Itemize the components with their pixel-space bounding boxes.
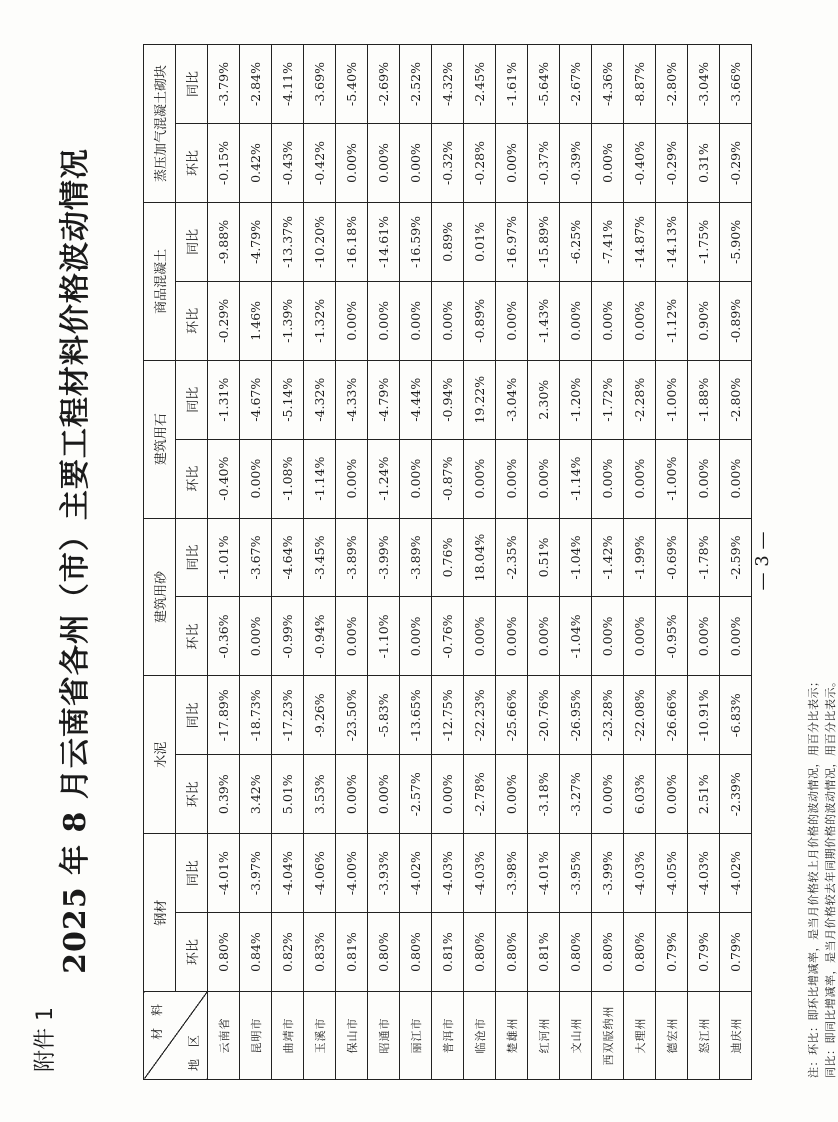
value-cell: -14.13%	[656, 202, 688, 281]
value-cell: 3.42%	[240, 755, 272, 834]
value-cell: -3.66%	[720, 45, 752, 124]
value-cell: -4.03%	[432, 834, 464, 913]
value-cell: 0.00%	[336, 597, 368, 676]
value-cell: -0.40%	[208, 439, 240, 518]
value-cell: -0.94%	[304, 597, 336, 676]
region-cell: 怒江州	[688, 992, 720, 1080]
table-row	[528, 45, 560, 1080]
region-cell: 迪庆州	[720, 992, 752, 1080]
value-cell: -13.37%	[272, 202, 304, 281]
value-cell: -3.18%	[528, 755, 560, 834]
value-cell: 0.81%	[528, 913, 560, 992]
value-cell: 0.00%	[240, 439, 272, 518]
value-cell: -12.75%	[432, 676, 464, 755]
value-cell: -4.32%	[304, 360, 336, 439]
value-cell: -20.76%	[528, 676, 560, 755]
value-cell: 0.00%	[688, 439, 720, 518]
value-cell: 0.00%	[592, 755, 624, 834]
value-cell: -10.20%	[304, 202, 336, 281]
value-cell: -0.32%	[432, 124, 464, 203]
value-cell: -3.45%	[304, 518, 336, 597]
value-cell: 0.00%	[624, 439, 656, 518]
table-row	[560, 45, 592, 1080]
value-cell: -4.11%	[272, 45, 304, 124]
value-cell: -5.90%	[720, 202, 752, 281]
value-cell: -4.03%	[688, 834, 720, 913]
value-cell: -26.95%	[560, 676, 592, 755]
year-ratio-header: 同比	[176, 676, 208, 755]
value-cell: -18.73%	[240, 676, 272, 755]
value-cell: -1.04%	[560, 518, 592, 597]
value-cell: 0.80%	[208, 913, 240, 992]
value-cell: -4.67%	[240, 360, 272, 439]
value-cell: 0.00%	[400, 597, 432, 676]
value-cell: 0.51%	[528, 518, 560, 597]
value-cell: -3.89%	[336, 518, 368, 597]
value-cell: -0.36%	[208, 597, 240, 676]
value-cell: -0.40%	[624, 124, 656, 203]
value-cell: -13.65%	[400, 676, 432, 755]
value-cell: 0.00%	[592, 124, 624, 203]
value-cell: -4.02%	[720, 834, 752, 913]
value-cell: -3.67%	[240, 518, 272, 597]
ring-ratio-header: 环比	[176, 124, 208, 203]
value-cell: -2.80%	[656, 45, 688, 124]
value-cell: 0.00%	[336, 281, 368, 360]
table-row	[272, 45, 304, 1080]
table-row	[656, 45, 688, 1080]
region-cell: 昭通市	[368, 992, 400, 1080]
value-cell: -5.64%	[528, 45, 560, 124]
value-cell: 0.00%	[496, 439, 528, 518]
material-group-header: 建筑用石	[144, 360, 176, 518]
value-cell: 0.00%	[336, 124, 368, 203]
value-cell: -4.03%	[464, 834, 496, 913]
value-cell: 0.81%	[432, 913, 464, 992]
value-cell: -0.95%	[656, 597, 688, 676]
value-cell: 0.80%	[496, 913, 528, 992]
value-cell: -1.20%	[560, 360, 592, 439]
value-cell: -0.15%	[208, 124, 240, 203]
value-cell: 0.89%	[432, 202, 464, 281]
value-cell: 6.03%	[624, 755, 656, 834]
ring-ratio-header: 环比	[176, 597, 208, 676]
table-row	[336, 45, 368, 1080]
value-cell: -4.44%	[400, 360, 432, 439]
table-row	[720, 45, 752, 1080]
year-ratio-header: 同比	[176, 360, 208, 439]
value-cell: -1.75%	[688, 202, 720, 281]
region-cell: 保山市	[336, 992, 368, 1080]
ring-ratio-header: 环比	[176, 281, 208, 360]
value-cell: -4.02%	[400, 834, 432, 913]
region-cell: 临沧市	[464, 992, 496, 1080]
value-cell: -4.03%	[624, 834, 656, 913]
value-cell: -3.98%	[496, 834, 528, 913]
value-cell: -17.23%	[272, 676, 304, 755]
value-cell: -3.99%	[368, 518, 400, 597]
value-cell: -1.01%	[208, 518, 240, 597]
value-cell: -1.88%	[688, 360, 720, 439]
value-cell: 0.81%	[336, 913, 368, 992]
value-cell: -25.66%	[496, 676, 528, 755]
header-region-label: 地 区	[187, 1031, 201, 1071]
table-row	[688, 45, 720, 1080]
value-cell: 0.80%	[624, 913, 656, 992]
value-cell: -0.42%	[304, 124, 336, 203]
value-cell: -4.01%	[208, 834, 240, 913]
value-cell: -0.87%	[432, 439, 464, 518]
value-cell: 0.00%	[592, 597, 624, 676]
value-cell: -2.35%	[496, 518, 528, 597]
value-cell: 0.00%	[400, 439, 432, 518]
value-cell: -0.43%	[272, 124, 304, 203]
value-cell: -2.39%	[720, 755, 752, 834]
region-cell: 楚雄州	[496, 992, 528, 1080]
value-cell: -2.67%	[560, 45, 592, 124]
value-cell: -1.00%	[656, 439, 688, 518]
value-cell: 0.00%	[368, 755, 400, 834]
page-title: 2025 年 8 月云南省各州（市）主要工程材料价格波动情况	[58, 148, 93, 974]
value-cell: -1.14%	[304, 439, 336, 518]
value-cell: -9.26%	[304, 676, 336, 755]
value-cell: 0.00%	[592, 439, 624, 518]
material-group-header: 钢材	[144, 834, 176, 992]
ring-ratio-header: 环比	[176, 755, 208, 834]
attachment-label: 附件 1	[33, 1007, 58, 1072]
value-cell: -22.23%	[464, 676, 496, 755]
header-row-groups	[144, 45, 176, 1080]
value-cell: 0.00%	[400, 281, 432, 360]
value-cell: 0.00%	[464, 597, 496, 676]
value-cell: -1.78%	[688, 518, 720, 597]
region-cell: 丽江市	[400, 992, 432, 1080]
value-cell: 0.80%	[464, 913, 496, 992]
value-cell: 3.53%	[304, 755, 336, 834]
value-cell: 0.00%	[720, 439, 752, 518]
region-cell: 文山州	[560, 992, 592, 1080]
value-cell: 0.80%	[400, 913, 432, 992]
value-cell: -4.79%	[240, 202, 272, 281]
header-material-label: 材 料	[150, 1000, 164, 1040]
value-cell: -14.87%	[624, 202, 656, 281]
value-cell: 0.00%	[656, 755, 688, 834]
value-cell: -1.24%	[368, 439, 400, 518]
value-cell: -3.89%	[400, 518, 432, 597]
value-cell: -1.42%	[592, 518, 624, 597]
value-cell: -3.97%	[240, 834, 272, 913]
value-cell: -3.27%	[560, 755, 592, 834]
value-cell: -1.72%	[592, 360, 624, 439]
value-cell: -4.01%	[528, 834, 560, 913]
table-row	[432, 45, 464, 1080]
value-cell: -14.61%	[368, 202, 400, 281]
value-cell: 0.80%	[560, 913, 592, 992]
value-cell: 1.46%	[240, 281, 272, 360]
value-cell: 0.00%	[688, 597, 720, 676]
value-cell: -6.25%	[560, 202, 592, 281]
value-cell: -3.95%	[560, 834, 592, 913]
value-cell: 0.76%	[432, 518, 464, 597]
value-cell: 0.90%	[688, 281, 720, 360]
value-cell: 0.82%	[272, 913, 304, 992]
value-cell: 0.79%	[656, 913, 688, 992]
value-cell: -5.14%	[272, 360, 304, 439]
table-row	[464, 45, 496, 1080]
value-cell: 0.00%	[432, 755, 464, 834]
region-cell: 大理州	[624, 992, 656, 1080]
value-cell: -23.28%	[592, 676, 624, 755]
value-cell: -3.79%	[208, 45, 240, 124]
value-cell: -4.00%	[336, 834, 368, 913]
value-cell: 0.00%	[464, 439, 496, 518]
value-cell: 18.04%	[464, 518, 496, 597]
material-group-header: 建筑用砂	[144, 518, 176, 676]
table-row	[240, 45, 272, 1080]
material-group-header: 蒸压加气混凝土砌块	[144, 45, 176, 203]
value-cell: -0.69%	[656, 518, 688, 597]
value-cell: -7.41%	[592, 202, 624, 281]
value-cell: -0.28%	[464, 124, 496, 203]
value-cell: 0.00%	[624, 597, 656, 676]
value-cell: 0.00%	[368, 124, 400, 203]
year-ratio-header: 同比	[176, 834, 208, 913]
table-row	[368, 45, 400, 1080]
value-cell: -1.32%	[304, 281, 336, 360]
footnote-ring-ratio: 注：环比：即环比增减率，是当月价格较上月价格的波动情况，用百分比表示；	[807, 675, 820, 1078]
value-cell: -2.59%	[720, 518, 752, 597]
year-ratio-header: 同比	[176, 518, 208, 597]
value-cell: -4.33%	[336, 360, 368, 439]
value-cell: -0.39%	[560, 124, 592, 203]
value-cell: -0.89%	[720, 281, 752, 360]
value-cell: -1.39%	[272, 281, 304, 360]
value-cell: -16.18%	[336, 202, 368, 281]
region-cell: 玉溪市	[304, 992, 336, 1080]
value-cell: -10.91%	[688, 676, 720, 755]
value-cell: -16.59%	[400, 202, 432, 281]
value-cell: -3.93%	[368, 834, 400, 913]
value-cell: 0.00%	[400, 124, 432, 203]
value-cell: 0.39%	[208, 755, 240, 834]
value-cell: 19.22%	[464, 360, 496, 439]
page-number: — 3 —	[752, 531, 773, 591]
value-cell: -2.80%	[720, 360, 752, 439]
value-cell: -5.83%	[368, 676, 400, 755]
value-cell: 0.80%	[368, 913, 400, 992]
table-row	[208, 45, 240, 1080]
table-row	[496, 45, 528, 1080]
value-cell: -8.87%	[624, 45, 656, 124]
footnote-year-ratio: 同比：即同比增减率，是当月价格较去年同期价格的波动情况，用百分比表示。	[824, 675, 837, 1078]
region-cell: 云南省	[208, 992, 240, 1080]
material-group-header: 水泥	[144, 676, 176, 834]
value-cell: -0.89%	[464, 281, 496, 360]
value-cell: 0.00%	[336, 755, 368, 834]
value-cell: -3.04%	[688, 45, 720, 124]
corner-header-cell	[144, 992, 208, 1080]
value-cell: 0.00%	[432, 281, 464, 360]
value-cell: -2.52%	[400, 45, 432, 124]
value-cell: -0.29%	[656, 124, 688, 203]
value-cell: -1.61%	[496, 45, 528, 124]
value-cell: 0.00%	[496, 597, 528, 676]
value-cell: -1.00%	[656, 360, 688, 439]
value-cell: -4.06%	[304, 834, 336, 913]
table-body	[208, 45, 752, 1080]
value-cell: 0.79%	[720, 913, 752, 992]
value-cell: 0.00%	[560, 281, 592, 360]
value-cell: -2.57%	[400, 755, 432, 834]
value-cell: -1.31%	[208, 360, 240, 439]
value-cell: 2.30%	[528, 360, 560, 439]
value-cell: -9.88%	[208, 202, 240, 281]
value-cell: -15.89%	[528, 202, 560, 281]
value-cell: -1.04%	[560, 597, 592, 676]
year-ratio-header: 同比	[176, 202, 208, 281]
material-group-header: 商品混凝土	[144, 202, 176, 360]
value-cell: -1.12%	[656, 281, 688, 360]
value-cell: -2.78%	[464, 755, 496, 834]
value-cell: 0.00%	[720, 597, 752, 676]
region-cell: 昆明市	[240, 992, 272, 1080]
value-cell: 0.00%	[624, 281, 656, 360]
table-row	[400, 45, 432, 1080]
table-row	[592, 45, 624, 1080]
value-cell: -3.99%	[592, 834, 624, 913]
value-cell: -4.36%	[592, 45, 624, 124]
region-cell: 普洱市	[432, 992, 464, 1080]
value-cell: -0.94%	[432, 360, 464, 439]
value-cell: 0.00%	[240, 597, 272, 676]
value-cell: -17.89%	[208, 676, 240, 755]
value-cell: -4.04%	[272, 834, 304, 913]
value-cell: -23.50%	[336, 676, 368, 755]
table-row	[304, 45, 336, 1080]
value-cell: 0.01%	[464, 202, 496, 281]
value-cell: 0.00%	[496, 124, 528, 203]
value-cell: -2.84%	[240, 45, 272, 124]
value-cell: -4.05%	[656, 834, 688, 913]
value-cell: -16.97%	[496, 202, 528, 281]
value-cell: -3.04%	[496, 360, 528, 439]
value-cell: 0.00%	[336, 439, 368, 518]
value-cell: -1.99%	[624, 518, 656, 597]
value-cell: -6.83%	[720, 676, 752, 755]
value-cell: 0.00%	[528, 439, 560, 518]
value-cell: -4.32%	[432, 45, 464, 124]
value-cell: -1.08%	[272, 439, 304, 518]
value-cell: 5.01%	[272, 755, 304, 834]
value-cell: 0.79%	[688, 913, 720, 992]
value-cell: -22.08%	[624, 676, 656, 755]
value-cell: -26.66%	[656, 676, 688, 755]
region-cell: 红河州	[528, 992, 560, 1080]
value-cell: 0.83%	[304, 913, 336, 992]
value-cell: -1.43%	[528, 281, 560, 360]
value-cell: -0.37%	[528, 124, 560, 203]
value-cell: 0.00%	[496, 281, 528, 360]
value-cell: 0.42%	[240, 124, 272, 203]
value-cell: 0.80%	[592, 913, 624, 992]
value-cell: -2.45%	[464, 45, 496, 124]
value-cell: -1.10%	[368, 597, 400, 676]
value-cell: 0.00%	[592, 281, 624, 360]
value-cell: -0.29%	[208, 281, 240, 360]
value-cell: 2.51%	[688, 755, 720, 834]
value-cell: -0.76%	[432, 597, 464, 676]
value-cell: 0.00%	[368, 281, 400, 360]
value-cell: -0.99%	[272, 597, 304, 676]
value-cell: -2.28%	[624, 360, 656, 439]
region-cell: 德宏州	[656, 992, 688, 1080]
region-cell: 曲靖市	[272, 992, 304, 1080]
value-cell: -4.79%	[368, 360, 400, 439]
value-cell: -4.64%	[272, 518, 304, 597]
value-cell: -0.29%	[720, 124, 752, 203]
ring-ratio-header: 环比	[176, 439, 208, 518]
ring-ratio-header: 环比	[176, 913, 208, 992]
value-cell: -3.69%	[304, 45, 336, 124]
value-cell: 0.31%	[688, 124, 720, 203]
value-cell: -1.14%	[560, 439, 592, 518]
value-cell: -2.69%	[368, 45, 400, 124]
value-cell: -5.40%	[336, 45, 368, 124]
table-row	[624, 45, 656, 1080]
year-ratio-header: 同比	[176, 45, 208, 124]
region-cell: 西双版纳州	[592, 992, 624, 1080]
value-cell: 0.84%	[240, 913, 272, 992]
value-cell: 0.00%	[528, 597, 560, 676]
header-row-sub	[176, 45, 208, 1080]
price-fluctuation-table	[143, 44, 752, 1080]
value-cell: 0.00%	[496, 755, 528, 834]
